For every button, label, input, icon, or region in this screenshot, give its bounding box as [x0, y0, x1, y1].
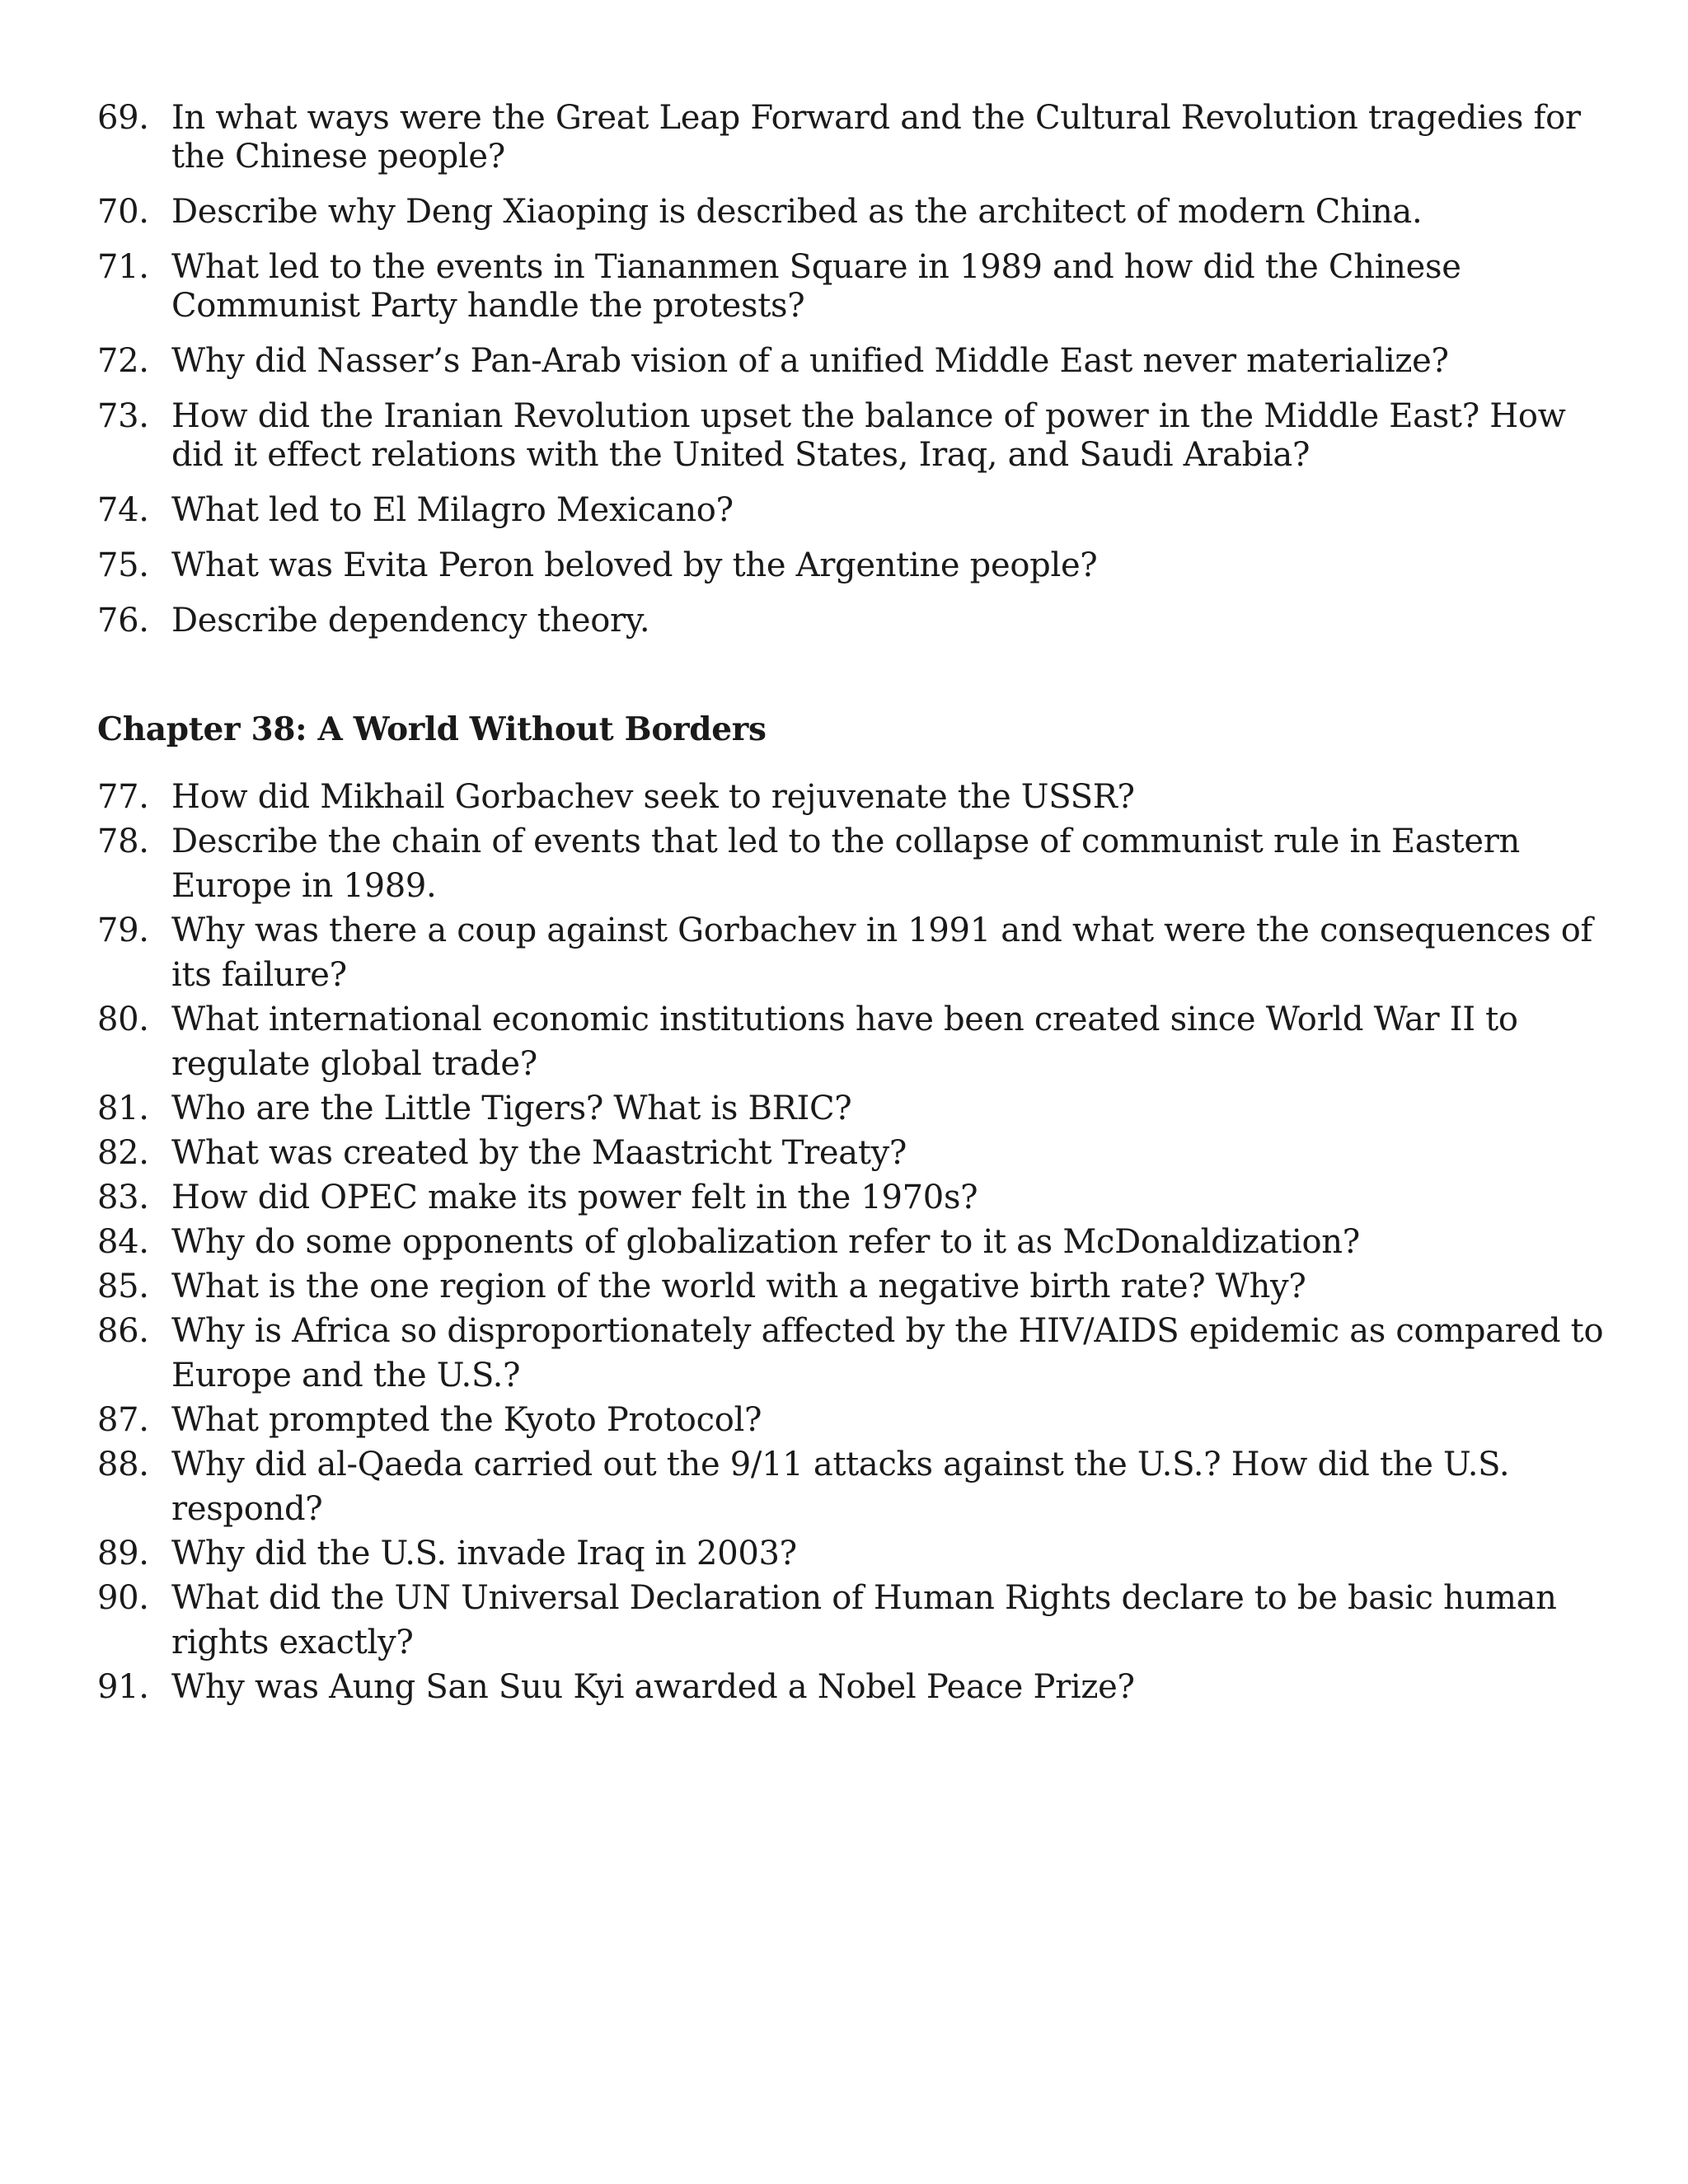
question-item — [97, 908, 1606, 997]
question-text: Why is Africa so disproportionately affected by the HIV/AIDS epidemic as compared to Europe and the U.S.? — [171, 1312, 1604, 1394]
question-item — [97, 99, 1606, 176]
question-number: 78. — [97, 823, 149, 860]
question-text: What led to El Milagro Mexicano? — [171, 491, 734, 529]
question-text: How did OPEC make its power felt in the 1970s? — [171, 1179, 978, 1216]
question-number: 87. — [97, 1401, 149, 1439]
question-item — [97, 997, 1606, 1086]
question-number: 85. — [97, 1268, 149, 1305]
question-text: What led to the events in Tiananmen Square in 1989 and how did the Chinese Communist Party handle the protests? — [171, 248, 1461, 325]
question-item — [97, 602, 1606, 640]
question-text: How did the Iranian Revolution upset the balance of power in the Middle East? How did it effect relations with the United States, Iraq, and Saudi Arabia? — [171, 397, 1566, 474]
question-text: What prompted the Kyoto Protocol? — [171, 1401, 762, 1439]
question-item — [97, 1398, 1606, 1442]
question-number: 75. — [97, 546, 149, 584]
question-number: 76. — [97, 602, 149, 640]
question-number: 80. — [97, 1001, 149, 1038]
question-item — [97, 397, 1606, 475]
question-text: What was created by the Maastricht Treaty? — [171, 1134, 907, 1172]
question-number: 81. — [97, 1090, 149, 1127]
question-number: 77. — [97, 778, 149, 816]
question-text: What is the one region of the world with a negative birth rate? Why? — [171, 1268, 1306, 1305]
question-number: 71. — [97, 248, 149, 286]
question-text: What was Evita Peron beloved by the Argentine people? — [171, 546, 1098, 584]
question-text: Describe dependency theory. — [171, 602, 650, 640]
question-text: Describe the chain of events that led to the collapse of communist rule in Eastern Europe in 1989. — [171, 823, 1521, 905]
question-number: 79. — [97, 912, 149, 949]
question-number: 69. — [97, 99, 149, 137]
question-number: 70. — [97, 193, 149, 231]
question-text: Describe why Deng Xiaoping is described as the architect of modern China. — [171, 193, 1423, 231]
question-item — [97, 1086, 1606, 1131]
question-text: Why do some opponents of globalization refer to it as McDonaldization? — [171, 1223, 1360, 1261]
question-number: 73. — [97, 397, 149, 435]
question-number: 74. — [97, 491, 149, 529]
question-text: Who are the Little Tigers? What is BRIC? — [171, 1090, 852, 1127]
question-text: Why was there a coup against Gorbachev in 1991 and what were the consequences of its failure? — [171, 912, 1593, 994]
question-item — [97, 193, 1606, 232]
question-item — [97, 248, 1606, 326]
question-text: Why did al-Qaeda carried out the 9/11 attacks against the U.S.? How did the U.S. respond? — [171, 1446, 1510, 1528]
question-list-section-1 — [97, 99, 1606, 657]
question-item — [97, 491, 1606, 530]
question-item — [97, 1175, 1606, 1220]
question-number: 88. — [97, 1446, 149, 1483]
question-item — [97, 1576, 1606, 1665]
question-text: Why was Aung San Suu Kyi awarded a Nobel Peace Prize? — [171, 1668, 1135, 1706]
question-text: How did Mikhail Gorbachev seek to rejuvenate the USSR? — [171, 778, 1135, 816]
question-item — [97, 1264, 1606, 1309]
question-item — [97, 342, 1606, 381]
question-text: Why did Nasser’s Pan-Arab vision of a unified Middle East never materialize? — [171, 342, 1449, 380]
question-item — [97, 1309, 1606, 1398]
question-number: 84. — [97, 1223, 149, 1261]
question-item — [97, 775, 1606, 819]
question-item — [97, 819, 1606, 908]
question-text: What international economic institutions have been created since World War II to regulate global trade? — [171, 1001, 1518, 1083]
question-number: 86. — [97, 1312, 149, 1350]
question-number: 90. — [97, 1579, 149, 1617]
question-list-section-2 — [97, 775, 1606, 1709]
question-text: Why did the U.S. invade Iraq in 2003? — [171, 1535, 797, 1572]
question-number: 72. — [97, 342, 149, 380]
question-text: In what ways were the Great Leap Forward and the Cultural Revolution tragedies for the Chinese people? — [171, 99, 1581, 176]
question-item — [97, 1220, 1606, 1264]
question-item — [97, 1131, 1606, 1175]
question-item — [97, 1665, 1606, 1709]
question-item — [97, 546, 1606, 585]
question-number: 82. — [97, 1134, 149, 1172]
question-item — [97, 1442, 1606, 1531]
question-number: 89. — [97, 1535, 149, 1572]
question-number: 91. — [97, 1668, 149, 1706]
question-item — [97, 1531, 1606, 1576]
chapter-heading: Chapter 38: A World Without Borders — [97, 710, 767, 748]
question-number: 83. — [97, 1179, 149, 1216]
question-text: What did the UN Universal Declaration of Human Rights declare to be basic human rights exactly? — [171, 1579, 1557, 1661]
